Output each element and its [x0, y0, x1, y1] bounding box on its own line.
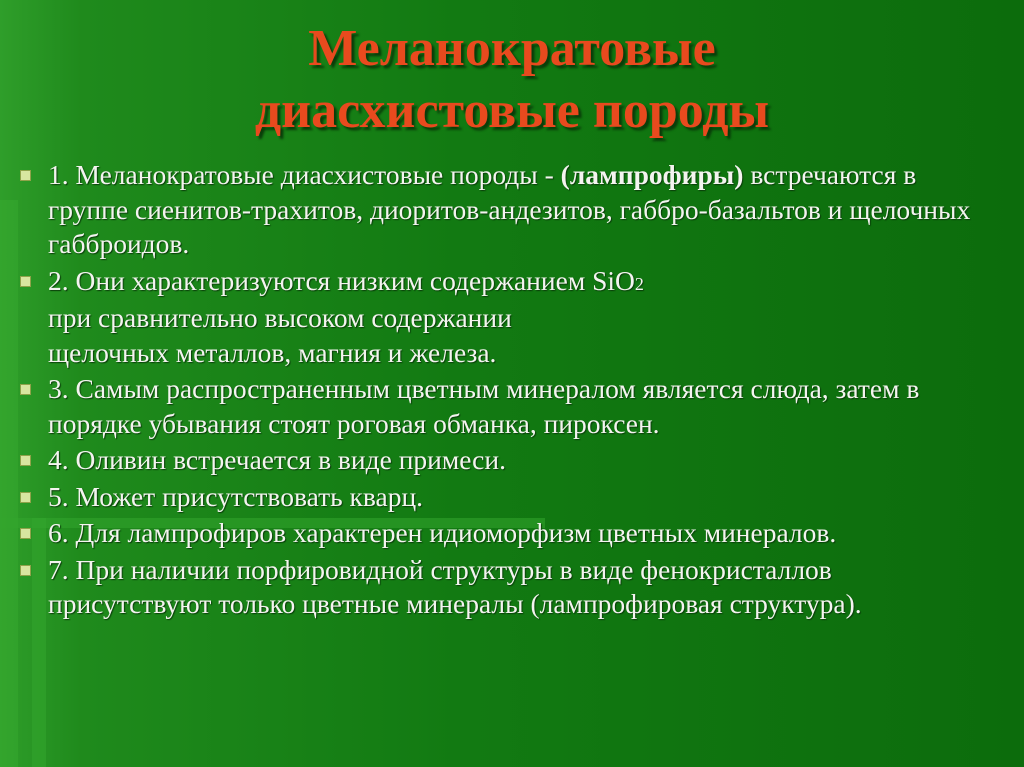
- bullet-item-1: [18, 158, 978, 262]
- bullet-list: [18, 158, 978, 624]
- bullet-square-icon: [20, 492, 31, 503]
- bullet-text-4: 4. Оливин встречается в виде примеси.: [48, 444, 506, 475]
- bullet-square-icon: [20, 170, 31, 181]
- bullet-text-2b: при сравнительно высоком содержании: [48, 302, 512, 333]
- bullet-square-icon: [20, 528, 31, 539]
- bullet-item-6: [18, 516, 978, 551]
- bullet-text-2a: 2. Они характеризуются низким содержанием SiO: [48, 264, 635, 296]
- bullet-text-1-bold: (лампрофиры): [560, 159, 744, 190]
- decorative-stripe-left: [0, 200, 18, 767]
- title-line-2: диасхистовые породы: [254, 82, 770, 139]
- slide-title: [0, 18, 1024, 142]
- bullet-text-1a: 1. Меланократовые диасхистовые породы -: [48, 159, 561, 190]
- title-line-1: Меланократовые: [308, 20, 716, 77]
- bullet-item-2: [18, 264, 978, 371]
- bullet-text-1b: встречаются в группе сиенитов-трахитов, диоритов-андезитов, габбро-базальтов и щелочных габброидов.: [48, 159, 971, 259]
- bullet-square-icon: [20, 455, 31, 466]
- bullet-text-5: 5. Может присутствовать кварц.: [48, 480, 424, 512]
- bullet-text-7: 7. При наличии порфировидной структуры в виде фенокристаллов присутствуют только цветные минералы (лампрофировая структура).: [48, 553, 862, 619]
- bullet-text-2-subscript: 2: [634, 273, 644, 294]
- bullet-item-4: [18, 443, 978, 478]
- bullet-item-3: [18, 372, 978, 441]
- bullet-square-icon: [20, 384, 31, 395]
- bullet-square-icon: [20, 276, 31, 287]
- bullet-text-2c: щелочных металлов, магния и железа.: [48, 336, 497, 368]
- bullet-item-5: [18, 480, 978, 515]
- bullet-item-7: [18, 553, 978, 622]
- bullet-text-6: 6. Для лампрофиров характерен идиоморфизм цветных минералов.: [48, 517, 837, 548]
- bullet-square-icon: [20, 565, 31, 576]
- bullet-text-3: 3. Самым распространенным цветным минералом является слюда, затем в порядке убывания стоят роговая обманка, пироксен.: [48, 373, 920, 439]
